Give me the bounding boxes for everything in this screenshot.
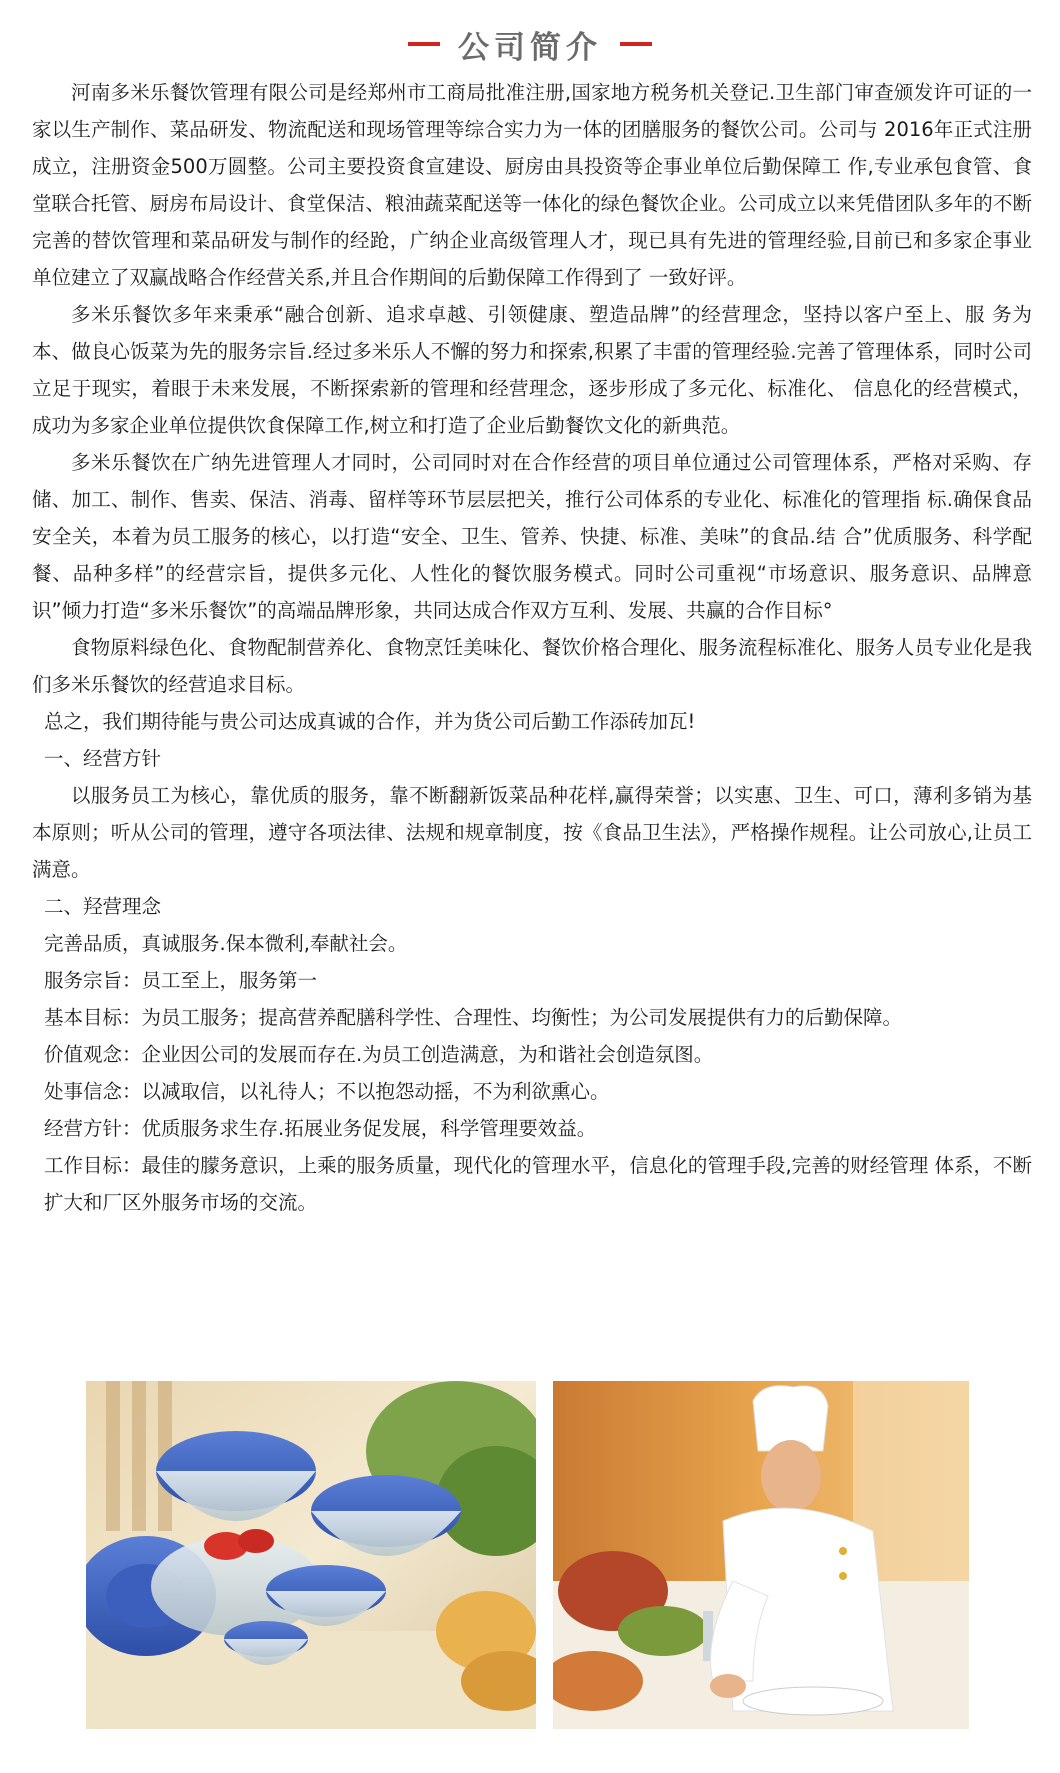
title-row bbox=[0, 22, 1060, 66]
section-2-item: 经营方针：优质服务求生存.拓展业务促发展，科学管理要效益。 bbox=[44, 1117, 597, 1140]
photo-row bbox=[86, 1381, 969, 1729]
section-2-item: 基本目标：为员工服务；提高营养配膳科学性、合理性、均衡性；为公司发展提供有力的后勤保障。 bbox=[44, 1006, 903, 1029]
chef-photo bbox=[553, 1381, 969, 1729]
intro-paragraph-3: 多米乐餐饮在广纳先进管理人才同时，公司同时对在合作经营的项目单位通过公司管理体系，严格对采购、存储、加工、制作、售卖、保洁、消毒、留样等环节层层把关，推行公司体系的专业化、标准化的管理指 标.确保食品安全关，本着为员工服务的核心，以打造“安全、卫生、管养、快捷、标准、美味”的食品.结 合”优质服务、科学配餐、品种多样”的经营宗旨，提供多元化、人性化的餐饮服务模式。同时公司重视“市场意识、服务意识、品牌意识”倾力打造“多米乐餐饮”的高端品牌形象，共同达成合作双方互利、发展、共赢的合作目标° bbox=[32, 451, 1032, 622]
intro-paragraph-4: 食物原料绿色化、食物配制营养化、食物烹饪美味化、餐饮价格合理化、服务流程标准化、服务人员专业化是我们多米乐餐饮的经营追求目标。 bbox=[32, 636, 1032, 696]
section-2-item: 服务宗旨：员工至上，服务第一 bbox=[44, 969, 318, 992]
section-2-item: 处事信念：以减取信，以礼待人；不以抱怨动摇，不为利欲熏心。 bbox=[44, 1080, 610, 1103]
title-dash-right bbox=[620, 42, 652, 46]
intro-paragraph-2: 多米乐餐饮多年来秉承“融合创新、追求卓越、引领健康、塑造品牌”的经营理念，坚持以客户至上、服 务为本、做良心饭菜为先的服务宗旨.经过多米乐人不懈的努力和探索,积累了丰雷的管理经验.完善了管理体系，同时公司立足于现实，着眼于未来发展，不断探索新的管理和经营理念，逐步形成了多元化、标准化、 信息化的经营模式，成功为多家企业单位提供饮食保障工作,树立和打造了企业后勤餐饮文化的新典范。 bbox=[32, 303, 1032, 437]
section-1-body: 以服务员工为核心，靠优质的服务，靠不断翻新饭菜品种花样,赢得荣誉；以实惠、卫生、可口，薄利多销为基本原则；听从公司的管理，遵守各项法律、法规和规章制度，按《食品卫生法》，严格操作规程。让公司放心,让员工满意。 bbox=[32, 784, 1032, 881]
title-dash-left bbox=[408, 42, 440, 46]
section-2-item: 工作目标：最佳的朦务意识，上乘的服务质量，现代化的管理水平，信息化的管理手段,完善的财经管理 体系，不断扩大和厂区外服务市场的交流。 bbox=[44, 1154, 1032, 1214]
section-2-item: 完善品质，真诚服务.保本微利,奉献社会。 bbox=[44, 932, 408, 955]
intro-content bbox=[32, 74, 1032, 1221]
glass-bowls-photo bbox=[86, 1381, 536, 1729]
intro-paragraph-5: 总之，我们期待能与贵公司达成真诚的合作，并为货公司后勤工作添砖加瓦! bbox=[44, 710, 696, 733]
intro-paragraph-1: 河南多米乐餐饮管理有限公司是经郑州市工商局批准注册,国家地方税务机关登记.卫生部门审查颁发许可证的一家以生产制作、菜品研发、物流配送和现场管理等综合实力为一体的团膳服务的餐饮公司。公司与 2016年正式注册成立，注册资金500万圆整。公司主要投资食宣建设、厨房由具投资等企事业单位后勤保障工 作,专业承包食管、食堂联合托管、厨房布局设计、食堂保洁、粮油蔬菜配送等一体化的绿色餐饮企业。公司成立以来凭借团队多年的不断完善的替饮管理和菜品研发与制作的经跄，广纳企业高级管理人才，现已具有先进的管理经验,目前已和多家企事业单位建立了双赢战略合作经营关系,并且合作期间的后勤保障工作得到了 一致好评。 bbox=[32, 81, 1032, 289]
section-2-item: 价值观念：企业因公司的发展而存在.为员工创造满意，为和谐社会创造氛图。 bbox=[44, 1043, 714, 1066]
section-2-heading: 二、羟营理念 bbox=[44, 895, 162, 918]
page-title: 公司简介 bbox=[458, 29, 602, 66]
section-1-heading: 一、经营方针 bbox=[44, 747, 162, 770]
